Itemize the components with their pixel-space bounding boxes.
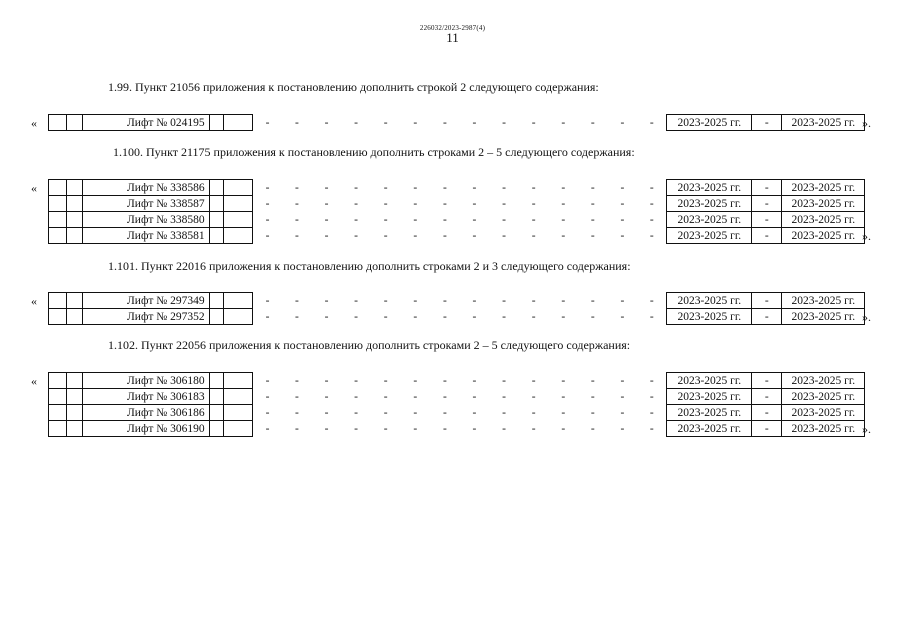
dash-cell: - (752, 421, 782, 437)
dash-cell: - (590, 294, 595, 307)
dash-cell: - (590, 310, 595, 323)
dash-cell: - (324, 374, 329, 387)
dash-cell: - (442, 229, 447, 242)
dash-cell: - (442, 422, 447, 435)
dash-cell: - (354, 374, 358, 387)
lift-name-cell: Лифт № 297352 (83, 309, 210, 325)
dash-cell: - (442, 374, 447, 387)
dash-cell: - (442, 197, 447, 210)
dash-cell: - (590, 197, 595, 210)
dash-cell: - (502, 390, 506, 403)
dash-cell: - (413, 213, 418, 226)
dash-cell: - (649, 406, 654, 419)
dash-cell: - (620, 229, 625, 242)
empty-cell (49, 115, 67, 131)
dash-cell: - (531, 181, 536, 194)
empty-cell (224, 293, 253, 309)
empty-cell (49, 228, 67, 244)
dash-cell: - (413, 374, 418, 387)
dash-cell: - (294, 116, 299, 129)
table-row (49, 405, 865, 421)
dash-cell: - (294, 310, 299, 323)
dash-cell: - (752, 309, 782, 325)
dash-cell: - (294, 374, 299, 387)
empty-cell (49, 212, 67, 228)
dash-cell: - (324, 390, 329, 403)
dash-cell: - (531, 116, 536, 129)
period-cell: 2023-2025 гг. (667, 309, 752, 325)
table-row (49, 180, 865, 196)
dash-cell: - (253, 309, 283, 325)
table-row (49, 212, 865, 228)
table-row (49, 373, 865, 389)
period-cell: 2023-2025 гг. (667, 389, 752, 405)
empty-cell (224, 389, 253, 405)
dash-cell: - (649, 229, 654, 242)
dash-cell: - (472, 197, 477, 210)
dash-cell: - (324, 181, 329, 194)
empty-cell (67, 212, 83, 228)
dash-cell: - (472, 294, 477, 307)
section-heading: 1.102. Пункт 22056 приложения к постановлению дополнить строками 2 – 5 следующего содержания: (108, 338, 631, 352)
empty-cell (67, 115, 83, 131)
empty-cell (67, 373, 83, 389)
dash-cell: - (590, 406, 595, 419)
dash-cell: - (752, 389, 782, 405)
dash-cell: - (472, 406, 477, 419)
dash-cell: - (502, 213, 506, 226)
empty-cell (224, 421, 253, 437)
dash-cell: - (413, 229, 418, 242)
period-cell: 2023-2025 гг. (782, 293, 865, 309)
dash-cell: - (383, 229, 388, 242)
lift-name-cell: Лифт № 306190 (83, 421, 210, 437)
dash-cell: - (649, 213, 654, 226)
dash-cell: - (472, 422, 477, 435)
addition-table (48, 292, 865, 325)
dash-cell: - (294, 181, 299, 194)
dash-cell: - (294, 294, 299, 307)
empty-cell (67, 405, 83, 421)
dash-cell: - (324, 197, 329, 210)
dash-cell: - (561, 229, 566, 242)
empty-cell (224, 196, 253, 212)
empty-cell (210, 115, 224, 131)
dash-cell: - (649, 197, 654, 210)
table-row (49, 196, 865, 212)
empty-cell (67, 293, 83, 309)
period-cell: 2023-2025 гг. (782, 405, 865, 421)
close-quote: ». (862, 422, 871, 436)
table-row (49, 389, 865, 405)
empty-cell (224, 180, 253, 196)
addition-table (48, 372, 865, 437)
dash-cell: - (383, 116, 388, 129)
dash-cell: - (649, 116, 654, 129)
dash-cell: - (649, 390, 654, 403)
period-cell: 2023-2025 гг. (782, 373, 865, 389)
dash-cell: - (383, 181, 388, 194)
dash-cell: - (472, 116, 477, 129)
dash-cell: - (383, 310, 388, 323)
dash-cell: - (561, 181, 566, 194)
dash-cell: - (383, 422, 388, 435)
dash-cell: - (413, 422, 418, 435)
lift-name-cell: Лифт № 306186 (83, 405, 210, 421)
empty-cell (210, 373, 224, 389)
dash-cell: - (472, 213, 477, 226)
lift-name-cell: Лифт № 338587 (83, 196, 210, 212)
dash-cell: - (324, 406, 329, 419)
dash-cell: - (531, 422, 536, 435)
period-cell: 2023-2025 гг. (667, 373, 752, 389)
dash-cell: - (442, 390, 447, 403)
dash-cell: - (531, 310, 536, 323)
dash-cell: - (561, 310, 566, 323)
empty-cell (49, 373, 67, 389)
period-cell: 2023-2025 гг. (782, 228, 865, 244)
empty-cell (210, 421, 224, 437)
dash-cell: - (354, 116, 358, 129)
dash-cell: - (620, 197, 625, 210)
dash-cell: - (413, 116, 418, 129)
dash-cell: - (752, 115, 782, 131)
dash-cell: - (590, 181, 595, 194)
empty-cell (67, 196, 83, 212)
empty-cell (224, 309, 253, 325)
dash-cell: - (383, 390, 388, 403)
period-cell: 2023-2025 гг. (667, 180, 752, 196)
dash-cell: - (354, 422, 358, 435)
dash-cell: - (413, 181, 418, 194)
dash-cell: - (502, 406, 506, 419)
period-cell: 2023-2025 гг. (782, 180, 865, 196)
dash-cell: - (354, 197, 358, 210)
dash-cell: - (531, 213, 536, 226)
open-quote: « (31, 116, 37, 130)
dash-cell: - (354, 181, 358, 194)
period-cell: 2023-2025 гг. (667, 293, 752, 309)
addition-table (48, 179, 865, 244)
table-row (49, 421, 865, 437)
dash-cell: - (620, 116, 625, 129)
dash-cell: - (442, 294, 447, 307)
dash-cell: - (253, 180, 283, 196)
open-quote: « (31, 294, 37, 308)
dash-cell: - (502, 181, 506, 194)
period-cell: 2023-2025 гг. (782, 212, 865, 228)
empty-cell (49, 389, 67, 405)
dash-cell: - (620, 406, 625, 419)
empty-cell (224, 212, 253, 228)
dash-cell: - (502, 116, 506, 129)
dash-cell: - (531, 229, 536, 242)
empty-cell (210, 293, 224, 309)
dash-cell: - (324, 229, 329, 242)
dash-cell: - (354, 310, 358, 323)
dash-cell: - (472, 390, 477, 403)
empty-cell (49, 405, 67, 421)
page-number: 11 (446, 30, 459, 45)
dash-cell: - (590, 390, 595, 403)
period-cell: 2023-2025 гг. (782, 421, 865, 437)
open-quote: « (31, 374, 37, 388)
empty-cell (210, 212, 224, 228)
dash-cell: - (752, 373, 782, 389)
dash-cell: - (561, 422, 566, 435)
dash-cell: - (502, 294, 506, 307)
dash-cell: - (324, 116, 329, 129)
lift-name-cell: Лифт № 024195 (83, 115, 210, 131)
dash-cell: - (561, 294, 566, 307)
dash-cell: - (561, 116, 566, 129)
dash-cell: - (354, 294, 358, 307)
dash-cell: - (324, 294, 329, 307)
close-quote: ». (862, 229, 871, 243)
dash-cell: - (620, 181, 625, 194)
dash-cell: - (253, 196, 283, 212)
dash-cell: - (620, 310, 625, 323)
empty-cell (49, 180, 67, 196)
dash-cell: - (472, 310, 477, 323)
dash-cell: - (752, 405, 782, 421)
dash-cell: - (752, 180, 782, 196)
period-cell: 2023-2025 гг. (782, 309, 865, 325)
empty-cell (224, 228, 253, 244)
period-cell: 2023-2025 гг. (782, 389, 865, 405)
dash-cell: - (472, 181, 477, 194)
dash-cell: - (413, 197, 418, 210)
empty-cell (210, 196, 224, 212)
dash-cell: - (649, 181, 654, 194)
dash-cell: - (531, 390, 536, 403)
empty-cell (67, 389, 83, 405)
dash-cell: - (383, 213, 388, 226)
addition-table (48, 114, 865, 131)
dash-cell: - (294, 406, 299, 419)
dash-cell: - (442, 310, 447, 323)
dash-cell: - (472, 374, 477, 387)
empty-cell (210, 309, 224, 325)
dash-cell: - (253, 421, 283, 437)
lift-name-cell: Лифт № 297349 (83, 293, 210, 309)
section-heading: 1.100. Пункт 21175 приложения к постановлению дополнить строками 2 – 5 следующего содержания: (113, 145, 635, 159)
period-cell: 2023-2025 гг. (667, 212, 752, 228)
empty-cell (67, 421, 83, 437)
dash-cell: - (354, 406, 358, 419)
period-cell: 2023-2025 гг. (667, 196, 752, 212)
dash-cell: - (590, 374, 595, 387)
dash-cell: - (354, 229, 358, 242)
dash-cell: - (531, 294, 536, 307)
empty-cell (49, 293, 67, 309)
dash-cell: - (354, 390, 358, 403)
dash-cell: - (472, 229, 477, 242)
empty-cell (210, 389, 224, 405)
dash-cell: - (442, 406, 447, 419)
dash-cell: - (620, 213, 625, 226)
document-id: 226032/2023-2987(4) (419, 24, 486, 32)
dash-cell: - (502, 229, 506, 242)
period-cell: 2023-2025 гг. (667, 405, 752, 421)
dash-cell: - (531, 374, 536, 387)
period-cell: 2023-2025 гг. (782, 196, 865, 212)
empty-cell (210, 180, 224, 196)
empty-cell (224, 405, 253, 421)
dash-cell: - (620, 374, 625, 387)
dash-cell: - (531, 406, 536, 419)
dash-cell: - (649, 294, 654, 307)
period-cell: 2023-2025 гг. (667, 115, 752, 131)
lift-name-cell: Лифт № 306183 (83, 389, 210, 405)
dash-cell: - (502, 374, 506, 387)
period-cell: 2023-2025 гг. (667, 228, 752, 244)
dash-cell: - (413, 294, 418, 307)
empty-cell (224, 115, 253, 131)
dash-cell: - (561, 390, 566, 403)
dash-cell: - (324, 310, 329, 323)
dash-cell: - (354, 213, 358, 226)
section-heading: 1.99. Пункт 21056 приложения к постановлению дополнить строкой 2 следующего содержания: (108, 80, 599, 94)
dash-cell: - (294, 213, 299, 226)
dash-cell: - (413, 406, 418, 419)
dash-cell: - (590, 213, 595, 226)
dash-cell: - (294, 197, 299, 210)
dash-cell: - (413, 310, 418, 323)
dash-cell: - (620, 422, 625, 435)
dash-cell: - (324, 213, 329, 226)
dash-cell: - (324, 422, 329, 435)
lift-name-cell: Лифт № 338586 (83, 180, 210, 196)
dash-cell: - (442, 116, 447, 129)
lift-name-cell: Лифт № 338580 (83, 212, 210, 228)
dash-cell: - (383, 294, 388, 307)
dash-cell: - (294, 229, 299, 242)
lift-name-cell: Лифт № 338581 (83, 228, 210, 244)
empty-cell (224, 373, 253, 389)
dash-cell: - (253, 373, 283, 389)
dash-cell: - (253, 115, 283, 131)
dash-cell: - (590, 229, 595, 242)
close-quote: ». (862, 116, 871, 130)
table-row (49, 293, 865, 309)
empty-cell (67, 180, 83, 196)
dash-cell: - (413, 390, 418, 403)
empty-cell (67, 228, 83, 244)
section-heading: 1.101. Пункт 22016 приложения к постановлению дополнить строками 2 и 3 следующего содержания: (108, 259, 631, 273)
dash-cell: - (752, 196, 782, 212)
dash-cell: - (752, 228, 782, 244)
table-row (49, 115, 865, 131)
dash-cell: - (561, 213, 566, 226)
dash-cell: - (620, 294, 625, 307)
dash-cell: - (752, 293, 782, 309)
dash-cell: - (561, 374, 566, 387)
close-quote: ». (862, 310, 871, 324)
dash-cell: - (253, 405, 283, 421)
dash-cell: - (561, 406, 566, 419)
dash-cell: - (649, 310, 654, 323)
dash-cell: - (590, 116, 595, 129)
dash-cell: - (253, 212, 283, 228)
empty-cell (49, 309, 67, 325)
dash-cell: - (383, 374, 388, 387)
dash-cell: - (649, 422, 654, 435)
dash-cell: - (561, 197, 566, 210)
empty-cell (67, 309, 83, 325)
dash-cell: - (590, 422, 595, 435)
dash-cell: - (502, 422, 506, 435)
lift-name-cell: Лифт № 306180 (83, 373, 210, 389)
dash-cell: - (752, 212, 782, 228)
dash-cell: - (531, 197, 536, 210)
dash-cell: - (502, 310, 506, 323)
dash-cell: - (253, 228, 283, 244)
dash-cell: - (294, 390, 299, 403)
dash-cell: - (294, 422, 299, 435)
dash-cell: - (502, 197, 506, 210)
open-quote: « (31, 181, 37, 195)
empty-cell (210, 405, 224, 421)
dash-cell: - (442, 213, 447, 226)
empty-cell (210, 228, 224, 244)
period-cell: 2023-2025 гг. (667, 421, 752, 437)
dash-cell: - (383, 197, 388, 210)
period-cell: 2023-2025 гг. (782, 115, 865, 131)
dash-cell: - (253, 389, 283, 405)
table-row (49, 309, 865, 325)
dash-cell: - (649, 374, 654, 387)
empty-cell (49, 421, 67, 437)
dash-cell: - (253, 293, 283, 309)
empty-cell (49, 196, 67, 212)
dash-cell: - (620, 390, 625, 403)
dash-cell: - (383, 406, 388, 419)
dash-cell: - (442, 181, 447, 194)
table-row (49, 228, 865, 244)
